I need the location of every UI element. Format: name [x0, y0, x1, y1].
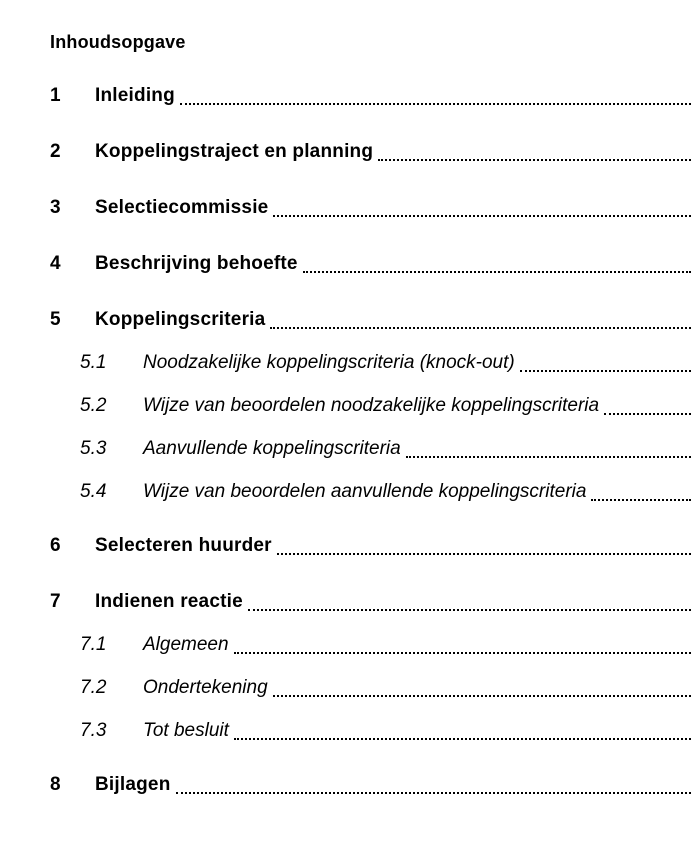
dotted-leader: [406, 438, 691, 458]
toc-entry-title: Ondertekening: [143, 677, 268, 698]
table-of-contents: [50, 85, 691, 798]
toc-entry-number: 7.3: [80, 720, 107, 741]
toc-heading: Inhoudsopgave: [50, 32, 186, 52]
toc-entry[interactable]: [50, 481, 691, 505]
toc-entry-number: 8: [50, 774, 61, 795]
toc-entry[interactable]: [50, 141, 691, 165]
toc-entry[interactable]: [50, 309, 691, 333]
toc-entry[interactable]: [50, 253, 691, 277]
toc-entry-title: Beschrijving behoefte: [95, 253, 298, 274]
toc-entry-title: Koppelingscriteria: [95, 309, 266, 330]
toc-entry-title: Selectiecommissie: [95, 197, 269, 218]
toc-entry-title: Noodzakelijke koppelingscriteria (knock-out): [143, 352, 515, 373]
toc-entry[interactable]: [50, 535, 691, 559]
toc-entry[interactable]: [50, 677, 691, 701]
dotted-leader: [248, 591, 691, 611]
toc-entry[interactable]: [50, 438, 691, 462]
dotted-leader: [378, 141, 691, 161]
dotted-leader: [273, 677, 691, 697]
toc-entry-number: 7.1: [80, 634, 107, 655]
toc-entry-number: 5.4: [80, 481, 107, 502]
dotted-leader: [277, 535, 691, 555]
toc-entry-title: Wijze van beoordelen noodzakelijke koppelingscriteria: [143, 395, 600, 416]
dotted-leader: [303, 253, 691, 273]
toc-entry-title: Koppelingstraject en planning: [95, 141, 374, 162]
dotted-leader: [270, 309, 691, 329]
toc-entry[interactable]: [50, 634, 691, 658]
dotted-leader: [234, 720, 691, 740]
toc-entry-title: Bijlagen: [95, 774, 171, 795]
dotted-leader: [176, 774, 691, 794]
toc-entry-number: 5.3: [80, 438, 107, 459]
toc-entry-number: 5.2: [80, 395, 107, 416]
dotted-leader: [591, 481, 691, 501]
toc-entry-title: Indienen reactie: [95, 591, 243, 612]
toc-entry[interactable]: [50, 720, 691, 744]
dotted-leader: [234, 634, 691, 654]
toc-entry-number: 7.2: [80, 677, 107, 698]
toc-entry-number: 4: [50, 253, 61, 274]
dotted-leader: [520, 352, 691, 372]
toc-entry-number: 1: [50, 85, 61, 106]
toc-entry-number: 5: [50, 309, 61, 330]
toc-entry[interactable]: [50, 85, 691, 109]
toc-entry[interactable]: [50, 197, 691, 221]
toc-entry[interactable]: [50, 352, 691, 376]
dotted-leader: [273, 197, 691, 217]
toc-entry-title: Algemeen: [143, 634, 229, 655]
toc-entry-title: Selecteren huurder: [95, 535, 272, 556]
toc-entry[interactable]: [50, 774, 691, 798]
toc-entry-number: 2: [50, 141, 61, 162]
toc-entry-title: Wijze van beoordelen aanvullende koppelingscriteria: [143, 481, 587, 502]
toc-entry-number: 3: [50, 197, 61, 218]
dotted-leader: [604, 395, 691, 415]
toc-entry[interactable]: [50, 395, 691, 419]
toc-entry-title: Inleiding: [95, 85, 175, 106]
toc-entry-number: 5.1: [80, 352, 107, 373]
dotted-leader: [180, 85, 691, 105]
toc-entry[interactable]: [50, 591, 691, 615]
toc-entry-title: Tot besluit: [143, 720, 229, 741]
toc-entry-number: 6: [50, 535, 61, 556]
toc-entry-number: 7: [50, 591, 61, 612]
toc-entry-title: Aanvullende koppelingscriteria: [143, 438, 401, 459]
